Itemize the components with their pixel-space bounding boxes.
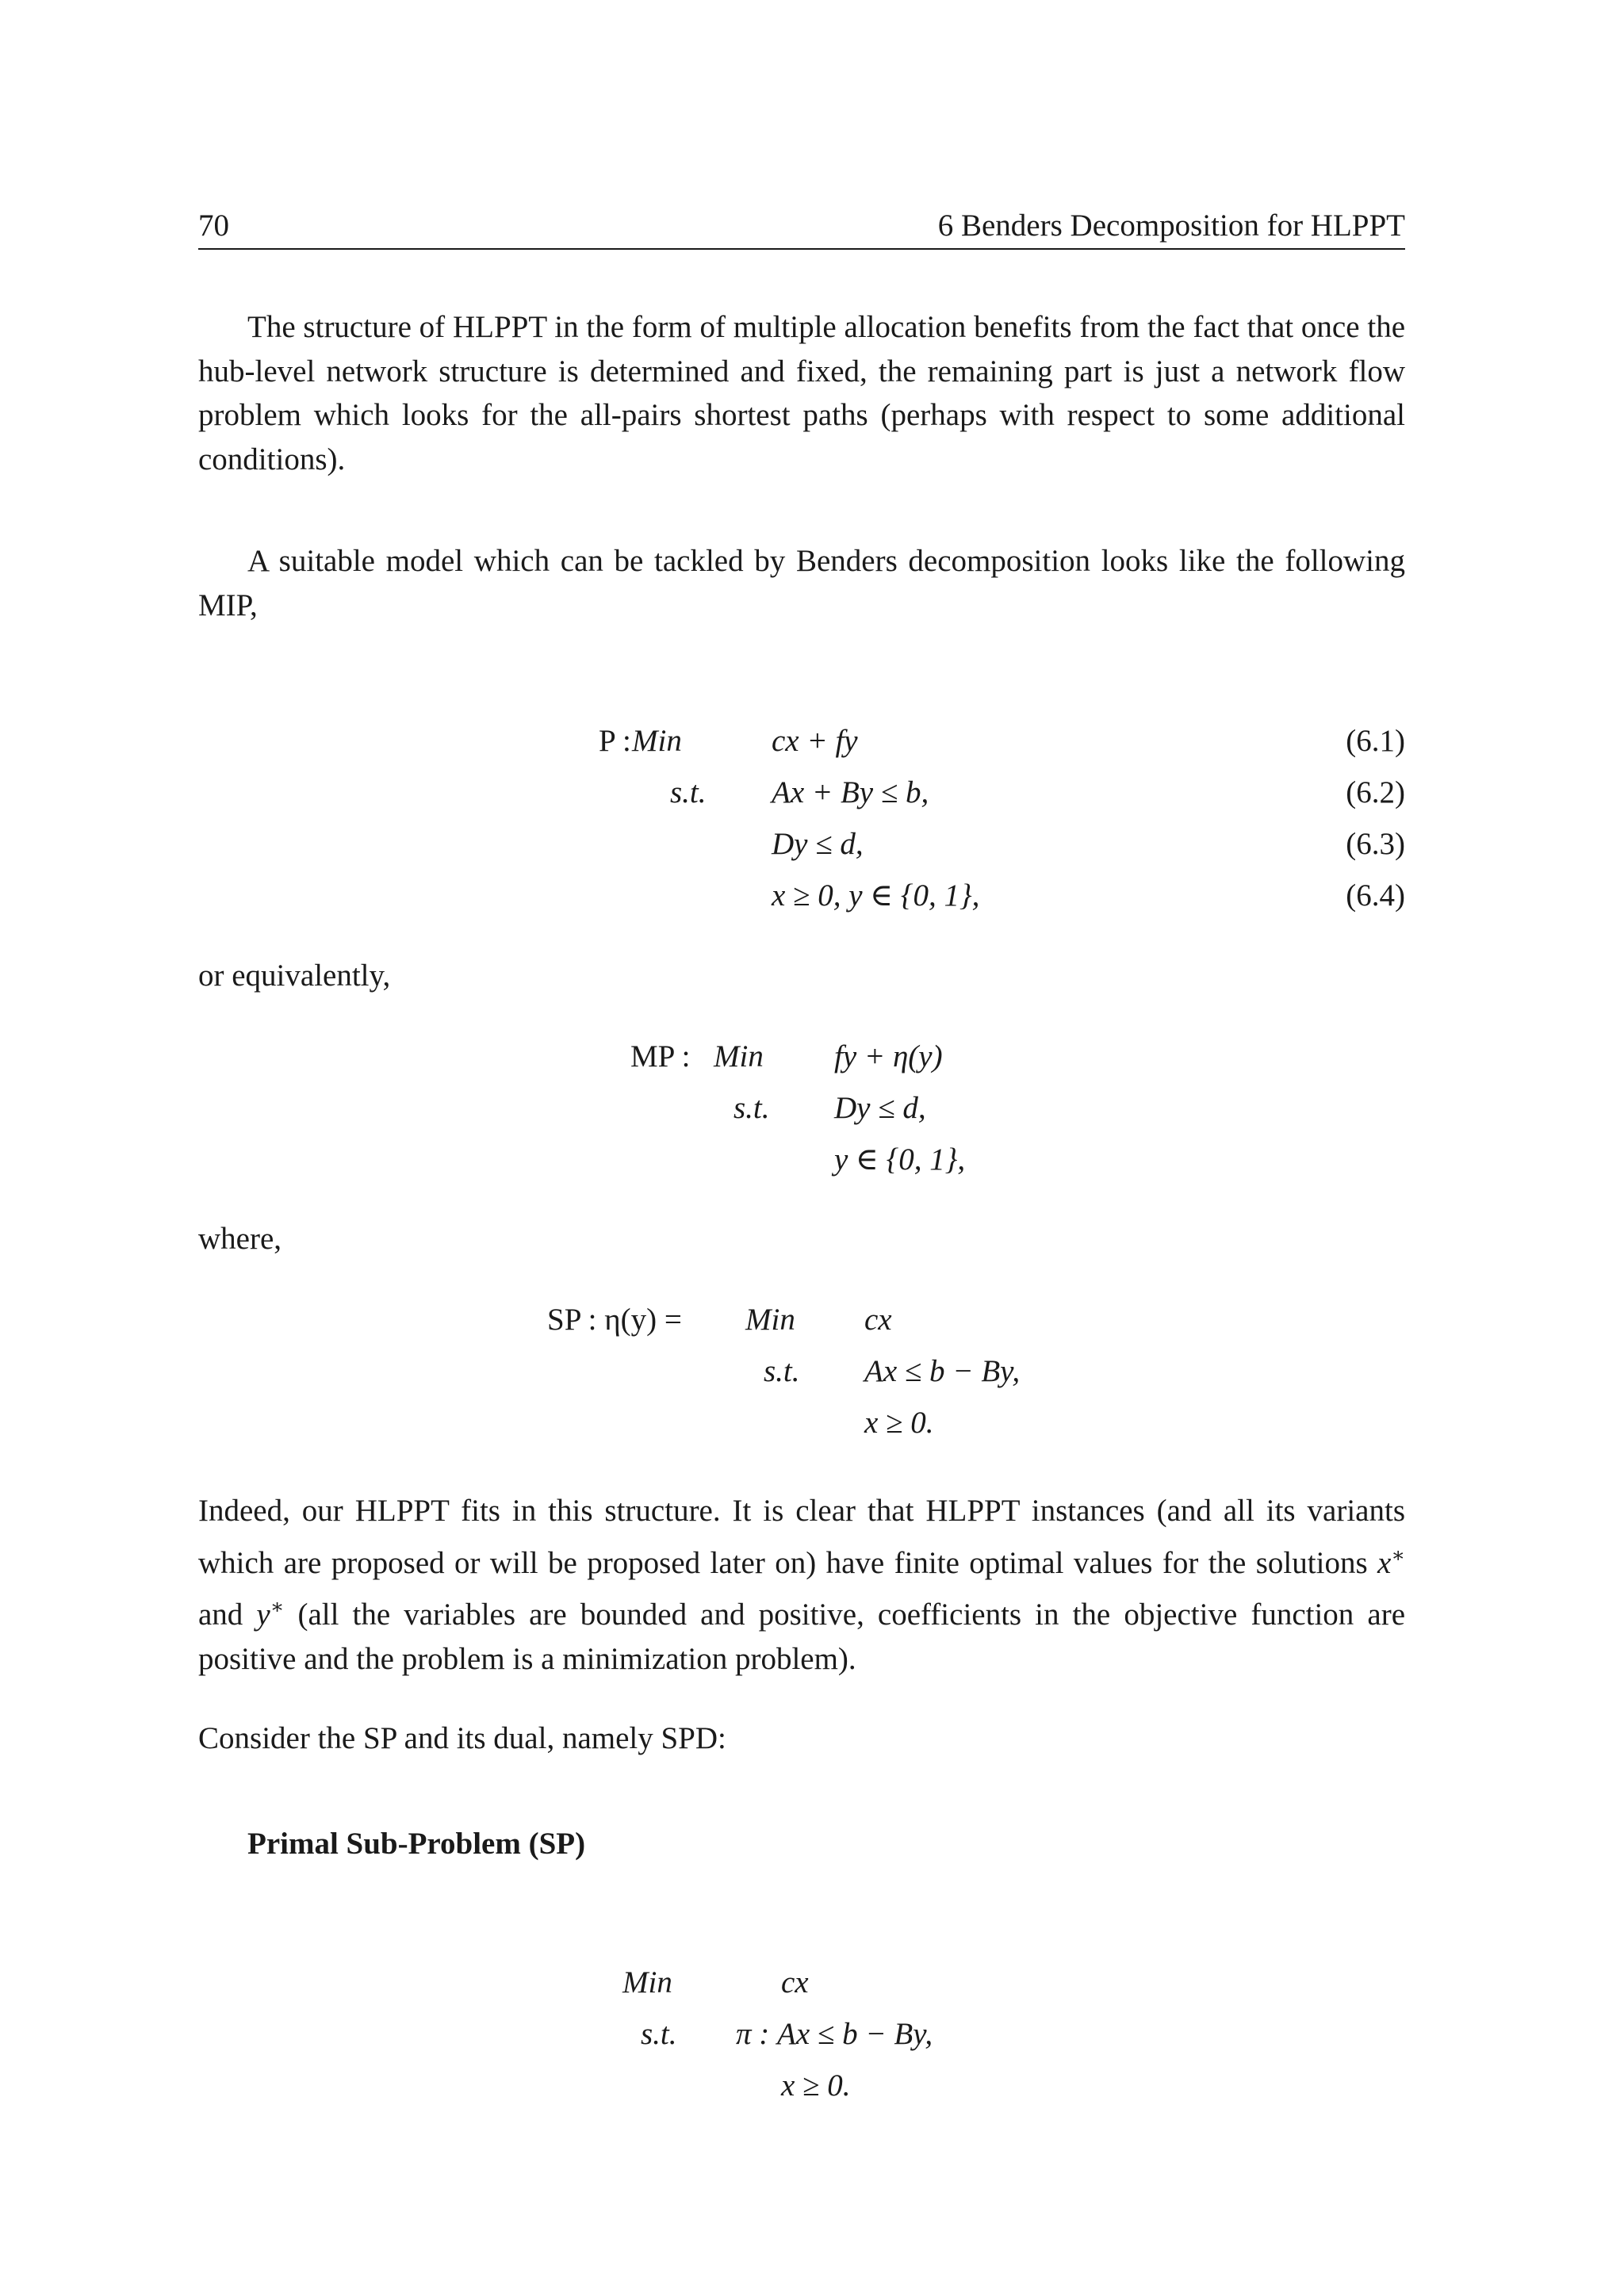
equation-number-6-4: (6.4) <box>1346 878 1405 913</box>
model-sp-constraint-2: x ≥ 0. <box>864 1406 934 1440</box>
equation-number-6-3: (6.3) <box>1346 827 1405 861</box>
paragraph-intro-text: The structure of HLPPT in the form of multiple allocation benefits from the fact that once the hub-level network structure is determined and fixed, the remaining part is just a network flow problem which looks for the all-pairs shortest paths (perhaps with respect to some additional conditions). <box>198 310 1405 476</box>
paragraph-model <box>198 539 1405 627</box>
paragraph-model-text: A suitable model which can be tackled by Benders decomposition looks like the following MIP, <box>198 544 1405 622</box>
model-p-constraint-3: x ≥ 0, y ∈ {0, 1}, <box>772 878 980 913</box>
variable-y: y <box>256 1598 270 1632</box>
variable-x: x <box>1377 1545 1392 1580</box>
model-p-objective: cx + fy <box>772 724 858 758</box>
model-primal-constraint-1: π : Ax ≤ b − By, <box>736 2017 933 2051</box>
model-mp-constraint-2: y ∈ {0, 1}, <box>834 1142 966 1177</box>
equation-number-6-2: (6.2) <box>1346 775 1405 809</box>
model-sp-st: s.t. <box>764 1354 800 1388</box>
text-consider: Consider the SP and its dual, namely SPD: <box>198 1721 726 1755</box>
subheading-primal-sub-problem: Primal Sub-Problem (SP) <box>247 1827 586 1861</box>
model-primal-objective: cx <box>781 1965 809 1999</box>
variable-y-star: y∗ <box>256 1595 285 1632</box>
model-sp-constraint-1: Ax ≤ b − By, <box>864 1354 1021 1388</box>
paragraph-indeed-text <box>198 1489 1405 1681</box>
model-sp-objective: cx <box>864 1303 892 1337</box>
model-p-constraint-2: Dy ≤ d, <box>772 827 864 861</box>
page-number: 70 <box>198 209 229 243</box>
variable-x-star: x∗ <box>1377 1543 1405 1580</box>
model-primal-constraint-2: x ≥ 0. <box>781 2068 851 2103</box>
equation-number-6-1: (6.1) <box>1346 724 1405 758</box>
text-where: where, <box>198 1222 282 1256</box>
model-p-label: P : <box>599 724 631 758</box>
model-p-constraint-1: Ax + By ≤ b, <box>772 775 929 809</box>
header-rule <box>198 248 1405 250</box>
model-mp-st: s.t. <box>733 1091 770 1125</box>
model-p-st: s.t. <box>670 775 707 809</box>
model-p-min: Min <box>632 724 682 758</box>
model-mp-min: Min <box>714 1039 764 1073</box>
paragraph-intro <box>198 305 1405 481</box>
model-mp-label: MP : <box>630 1039 691 1073</box>
paragraph-indeed-part-2: (all the variables are bounded and positive, coefficients in the objective function are positive and the problem is a minimization problem). <box>198 1598 1406 1676</box>
model-primal-min: Min <box>622 1965 672 1999</box>
paragraph-indeed <box>198 1489 1405 1681</box>
text-or-equivalently: or equivalently, <box>198 959 391 993</box>
model-sp-min: Min <box>745 1303 795 1337</box>
model-sp-label: SP : η(y) = <box>547 1303 682 1337</box>
model-primal-st: s.t. <box>641 2017 677 2051</box>
paragraph-indeed-part-1: Indeed, our HLPPT fits in this structure. It is clear that HLPPT instances (and all its variants which are proposed or will be proposed later on) have finite optimal values for the solutions <box>198 1494 1405 1580</box>
model-mp-objective: fy + η(y) <box>834 1039 943 1073</box>
running-title: 6 Benders Decomposition for HLPPT <box>937 209 1405 243</box>
model-mp-constraint-1: Dy ≤ d, <box>834 1091 926 1125</box>
paragraph-indeed-and: and <box>198 1598 257 1632</box>
